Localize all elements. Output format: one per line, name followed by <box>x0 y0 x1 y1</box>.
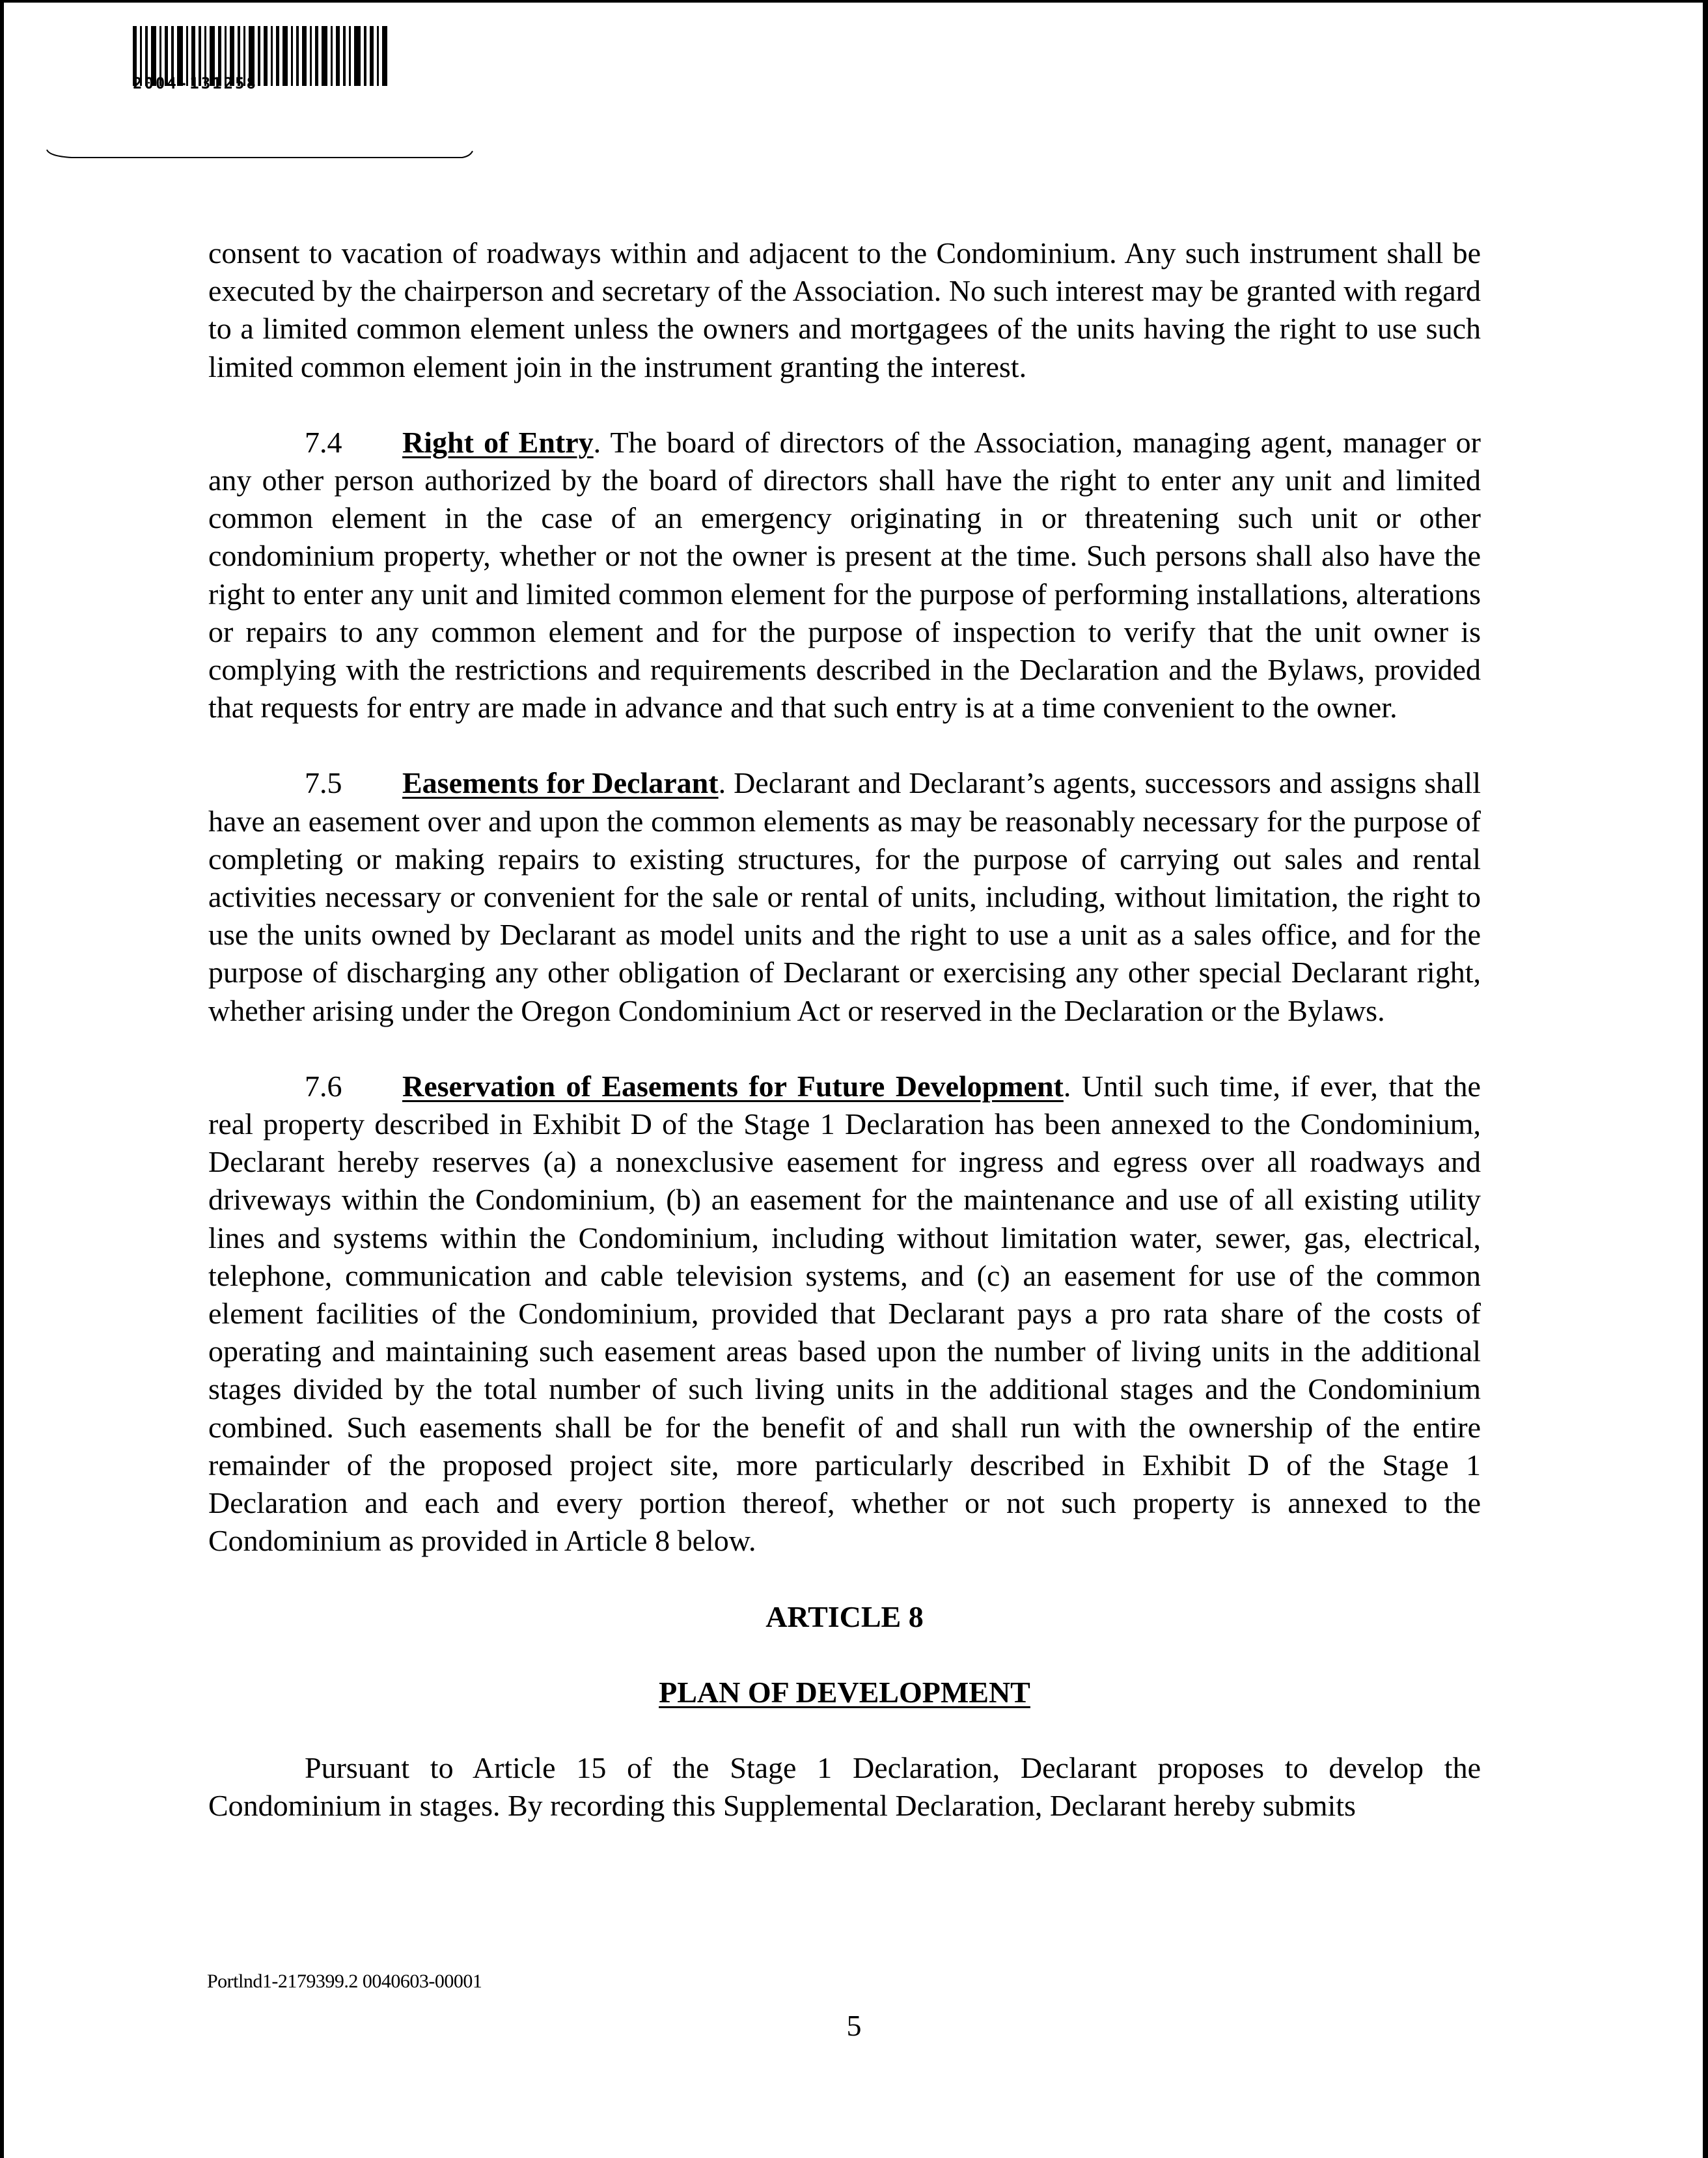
section-7-6 <box>208 1068 1481 1560</box>
page-number: 5 <box>846 2009 862 2042</box>
paragraph-continuation <box>208 234 1481 386</box>
page-edge-right <box>1703 0 1708 2158</box>
document-body <box>208 234 1481 1862</box>
section-7-5 <box>208 764 1481 1029</box>
article-title: PLAN OF DEVELOPMENT <box>659 1675 1030 1709</box>
article-heading: ARTICLE 8 <box>765 1599 924 1633</box>
page-edge-left <box>0 0 4 2158</box>
section-number: 7.5 <box>305 766 342 800</box>
section-number: 7.6 <box>305 1069 342 1103</box>
document-reference: Portlnd1-2179399.2 0040603-00001 <box>207 1971 482 1992</box>
section-7-4 <box>208 424 1481 727</box>
article-8-intro <box>208 1749 1481 1825</box>
section-title: Easements for Declarant <box>402 766 719 800</box>
section-number: 7.4 <box>305 425 342 459</box>
section-text: . Declarant and Declarant’s agents, successors and assigns shall have an easement over and upon the common elements as may be reasonably necessary for the purpose of completing or making repairs to existing structures, for the purpose of carrying out sales and rental activities necessary or convenient for the sale or rental of units, including, without limitation, the right to use the units owned by Declarant as model units and the right to use a unit as a sales office, and for the purpose of discharging any other obligation of Declarant or exercising any other special Declarant right, whether arising under the Oregon Condominium Act or reserved in the Declaration or the Bylaws. <box>208 766 1481 1027</box>
page-edge-top <box>0 0 1708 3</box>
paragraph-text: Pursuant to Article 15 of the Stage 1 Declaration, Declarant proposes to develop the Condominium in stages. By recording this Supplemental Declaration, Declarant hereby submits <box>208 1750 1481 1823</box>
section-title: Right of Entry <box>402 425 594 459</box>
paragraph-text: consent to vacation of roadways within and adjacent to the Condominium. Any such instrument shall be executed by the chairperson and secretary of the Association. No such interest may be granted with regard to a limited common element unless the owners and mortgagees of the units having the right to use such limited common element join in the instrument granting the interest. <box>208 236 1481 383</box>
section-text: . Until such time, if ever, that the real property described in Exhibit D of the Stage 1 Declaration has been annexed to the Condominium, Declarant hereby reserves (a) a nonexclusive easement for ingress and egress over all roadways and driveways within the Condominium, (b) an easement for the maintenance and use of all existing utility lines and systems within the Condominium, including without limitation water, sewer, gas, electrical, telephone, communication and cable television systems, and (c) an easement for use of the common element facilities of the Condominium, provided that Declarant pays a pro rata share of the costs of operating and maintaining such easement areas based upon the number of living units in the additional stages divided by the total number of such living units in the additional stages and the Condominium combined. Such easements shall be for the benefit of and shall run with the ownership of the entire remainder of the proposed project site, more particularly described in Exhibit D of the Stage 1 Declaration and each and every portion thereof, whether or not such property is annexed to the Condominium as provided in Article 8 below. <box>208 1069 1481 1558</box>
section-text: . The board of directors of the Association, managing agent, manager or any other person authorized by the board of directors shall have the right to enter any unit and limited common element in the case of an emergency originating in or threatening such unit or other condominium property, whether or not the owner is present at the time. Such persons shall also have the right to enter any unit and limited common element for the purpose of performing installations, alterations or repairs to any common element and for the purpose of inspection to verify that the unit owner is complying with the restrictions and requirements described in the Declaration and the Bylaws, provided that requests for entry are made in advance and that such entry is at a time convenient to the owner. <box>208 425 1481 725</box>
recording-number: 2004-131258 <box>133 74 258 92</box>
stamp-rule-line <box>46 147 475 167</box>
section-title: Reservation of Easements for Future Development <box>402 1069 1064 1103</box>
